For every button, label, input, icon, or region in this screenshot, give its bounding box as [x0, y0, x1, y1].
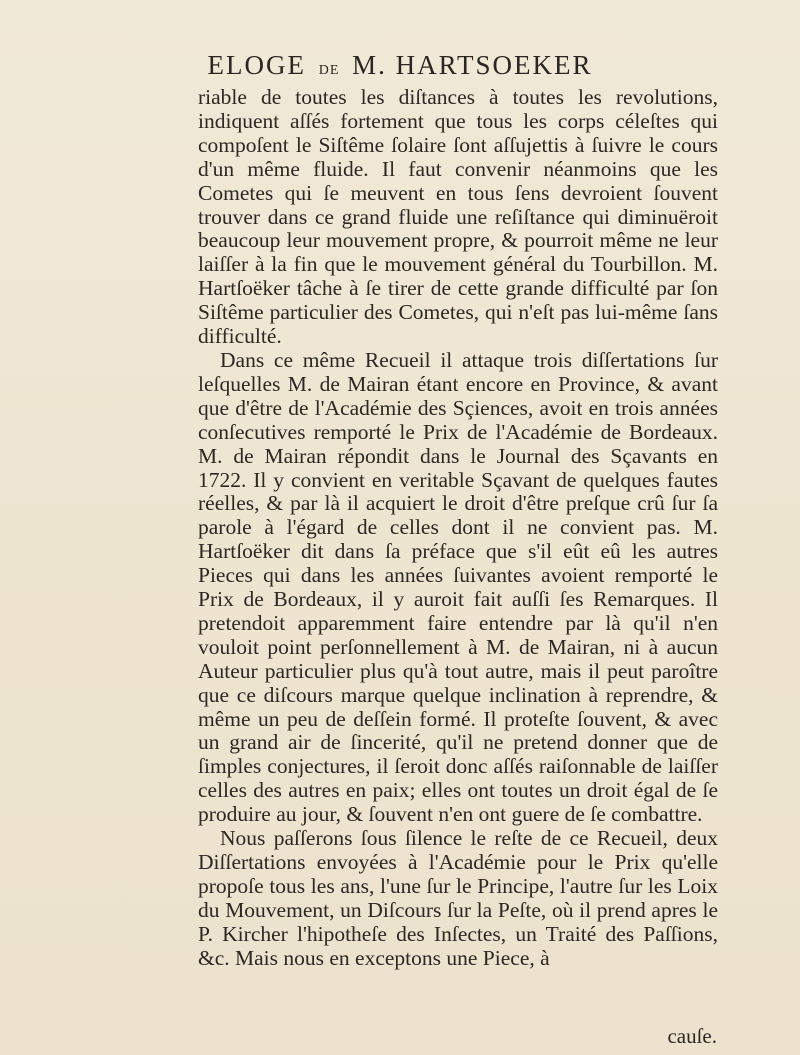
- running-head: [0, 50, 800, 81]
- body-text: [198, 86, 718, 971]
- running-head-title: ELOGE: [207, 50, 306, 80]
- paragraph: Dans ce même Recueil il attaque trois diſſertations ſur leſquelles M. de Mairan étant encore en Province, & avant que d'être de l'Académie des Sçiences, avoit en trois années conſecutives remporté le Prix de l'Académie de Bordeaux. M. de Mairan répondit dans le Journal des Sçavants en 1722. Il y convient en veritable Sçavant de quelques fautes réelles, & par là il acquiert le droit d'être preſque crû ſur ſa parole à l'égard de celles dont il ne convient pas. M. Hartſoëker dit dans ſa préface que s'il eût eû les autres Pieces qui dans les années ſuivantes avoient remporté le Prix de Bordeaux, il y auroit fait auſſi ſes Remarques. Il pretendoit apparemment faire entendre par là qu'il n'en vouloit point perſonnellement à M. de Mairan, ni à aucun Auteur particulier plus qu'à tout autre, mais il peut paroître que ce diſcours marque quelque inclination à reprendre, & même un peu de deſſein formé. Il proteſte ſouvent, & avec un grand air de ſincerité, qu'il ne pretend donner que de ſimples conjectures, il ſeroit donc aſſés raiſonnable de laiſſer celles des autres en paix; elles ont toutes un droit égal de ſe produire au jour, & ſouvent n'en ont guere de ſe combattre.: [198, 347, 718, 827]
- catchword: cauſe.: [667, 1024, 717, 1048]
- paragraph: Nous paſſerons ſous ſilence le reſte de ce Recueil, deux Diſſertations envoyées à l'Académie pour le Prix qu'elle propoſe tous les ans, l'une ſur le Principe, l'autre ſur les Loix du Mouvement, un Diſcours ſur la Peſte, où il prend apres le P. Kircher l'hipotheſe des Inſectes, un Traité des Paſſions, &c. Mais nous en exceptons une Piece, à: [198, 826, 718, 970]
- running-head-particle: DE: [318, 63, 340, 78]
- running-head-name: M. HARTSOEKER: [352, 50, 593, 80]
- paragraph: riable de toutes les diſtances à toutes les revolutions, indiquent aſſés fortement que tous les corps céleſtes qui compoſent le Siſtême ſolaire ſont aſſujettis à ſuivre le cours d'un même fluide. Il faut convenir néanmoins que les Cometes qui ſe meuvent en tous ſens devroient ſouvent trouver dans ce grand fluide une reſiſtance qui diminuëroit beaucoup leur mouvement propre, & pourroit même ne leur laiſſer à la fin que le mouvement général du Tourbillon. M. Hartſoëker tâche à ſe tirer de cette grande difficulté par ſon Siſtême particulier des Cometes, qui n'eſt pas lui-même ſans difficulté.: [198, 85, 718, 349]
